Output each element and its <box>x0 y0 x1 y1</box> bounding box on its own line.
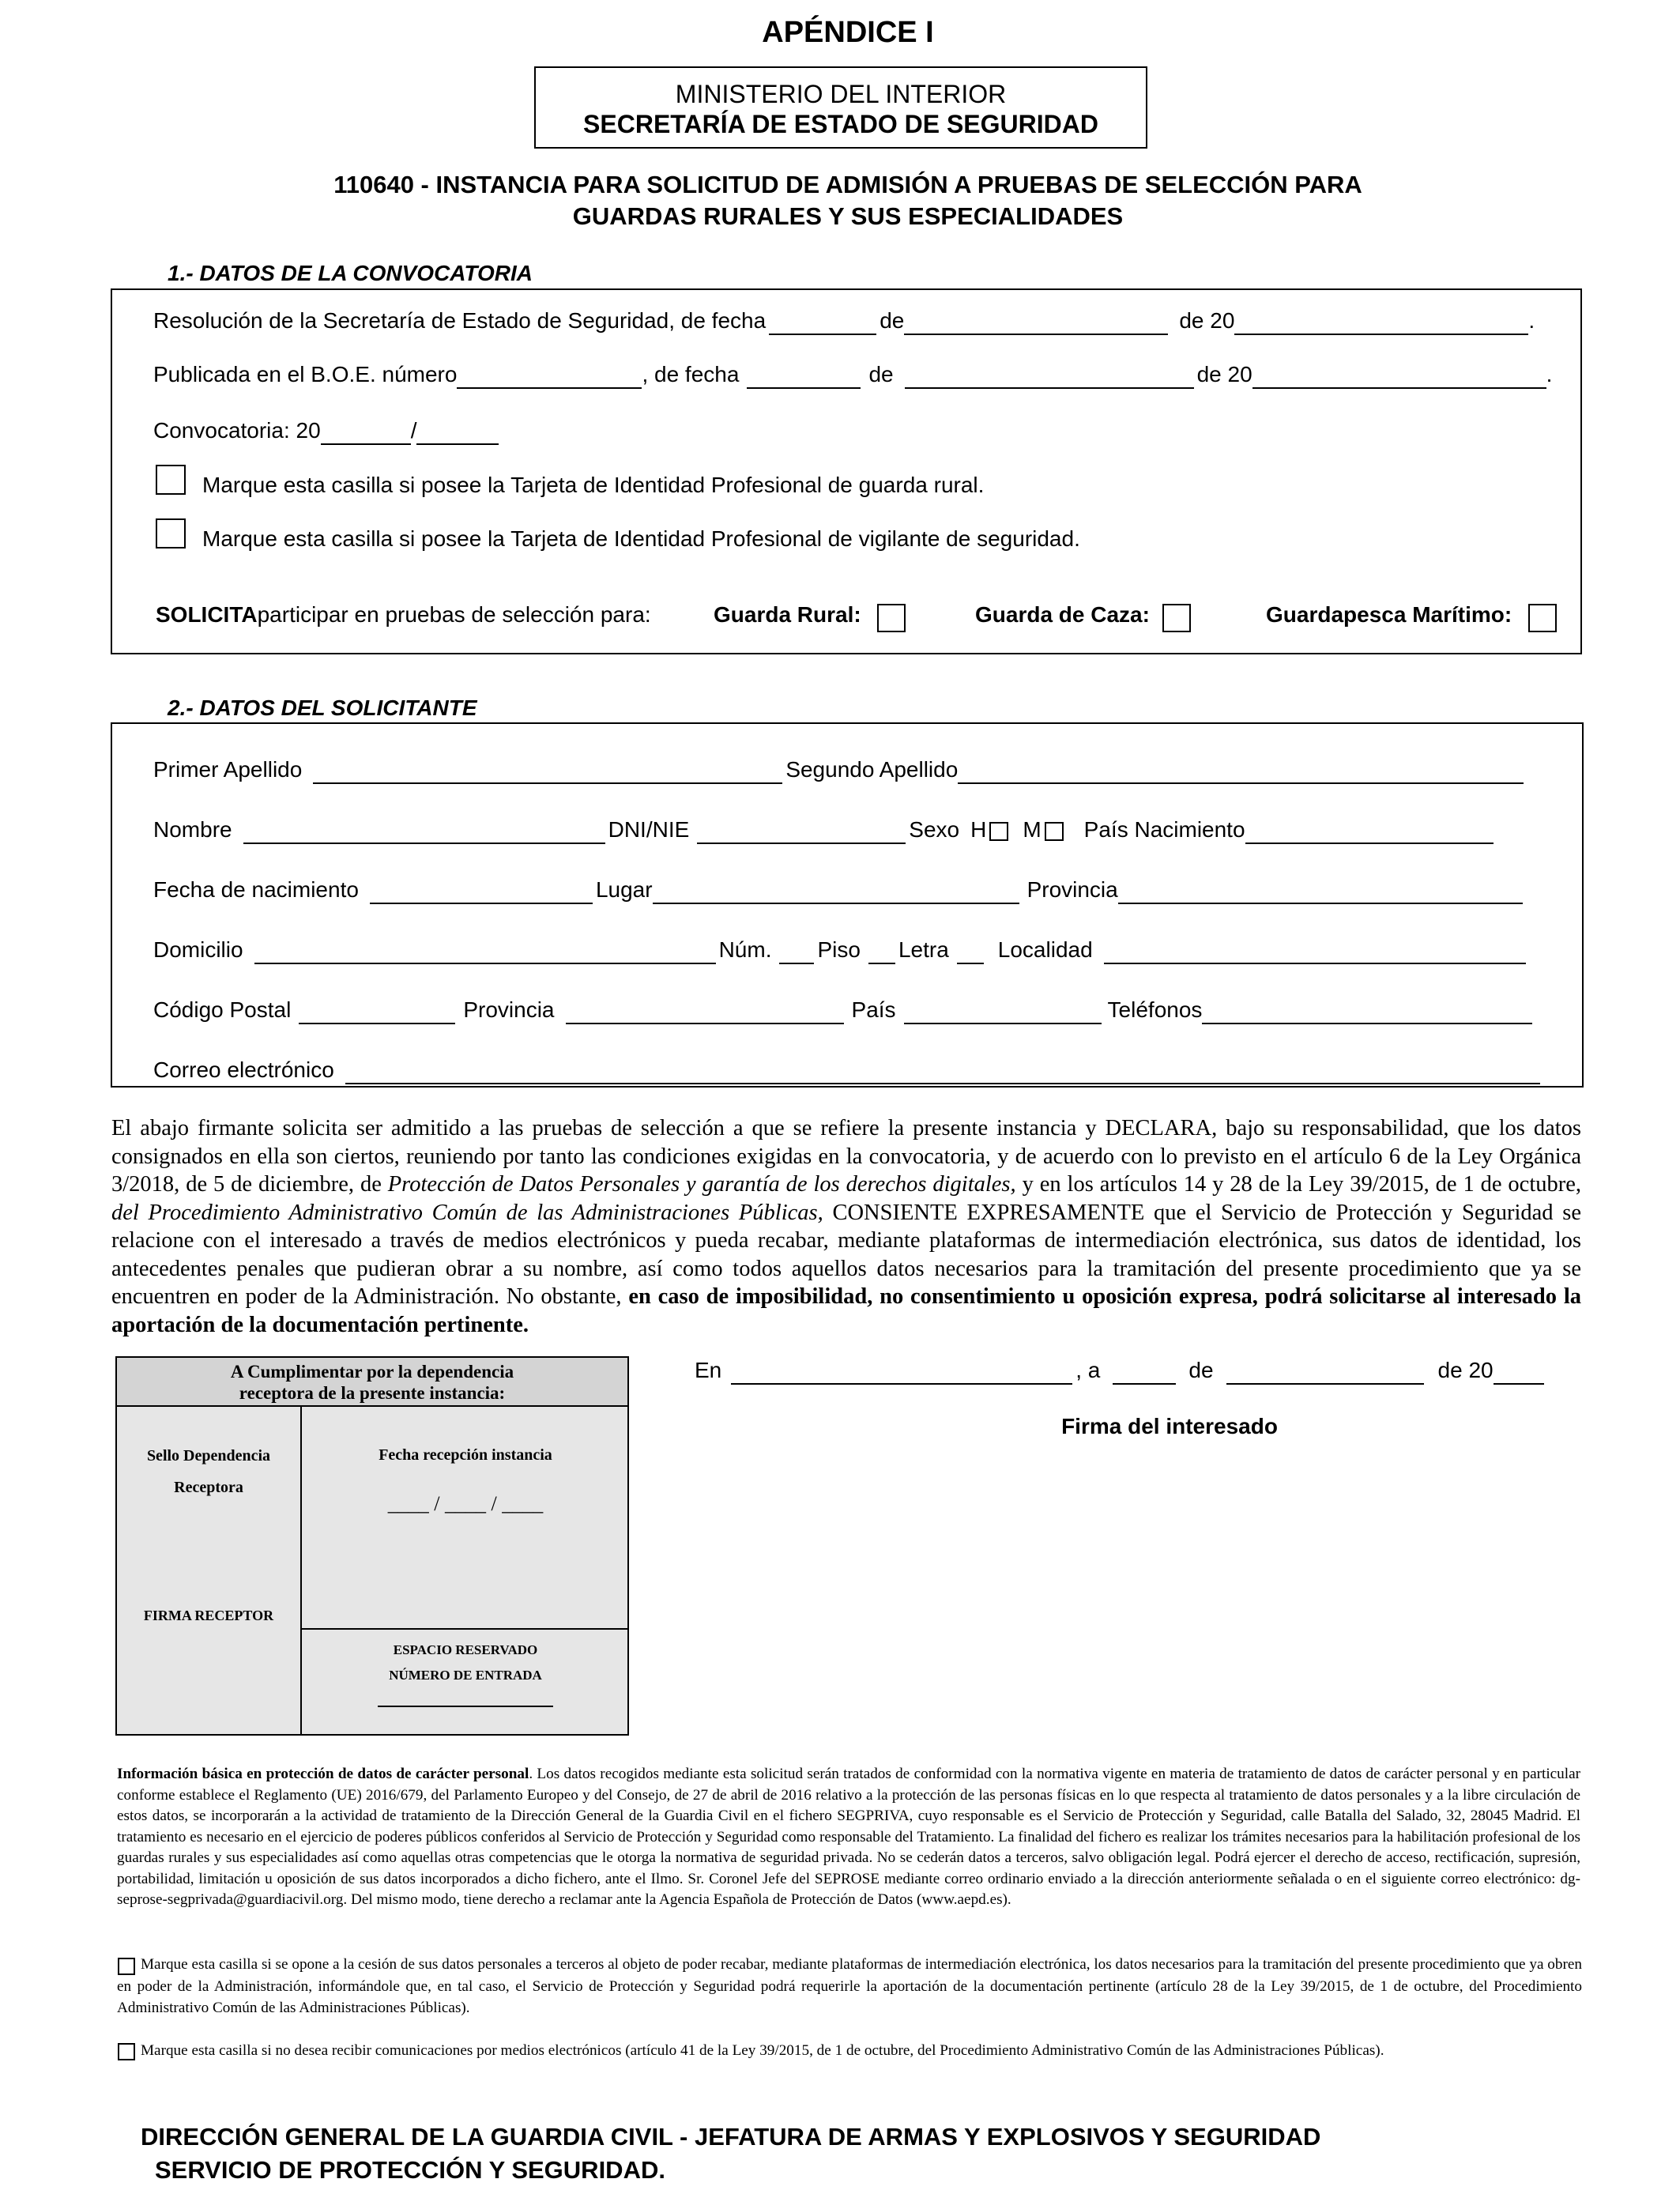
resolution-day-field[interactable] <box>769 313 876 335</box>
solicita-row <box>156 601 651 629</box>
codigo-row <box>153 996 1532 1024</box>
sexo-label: Sexo <box>909 817 960 842</box>
declaration-text-1: El abajo firmante solicita ser admitido a las pruebas de selección a que se refiere la presente instancia y DECLARA, bajo su responsabilidad, que los datos consignados en ella son ciertos, reuniendo por tanto las condiciones exigidas en la convocatoria, y de acuerdo con lo previsto en el artículo 6 de la Ley Orgánica 3/2018, de 5 de diciembre, de <box>111 1116 1581 1197</box>
privacy-title: Información básica en protección de datos de carácter personal <box>117 1766 529 1782</box>
segundo-apellido-field[interactable] <box>958 762 1524 784</box>
privacy-paragraph <box>117 1764 1580 1911</box>
provincia2-label: Provincia <box>463 997 555 1022</box>
secretariat-name: SECRETARÍA DE ESTADO DE SEGURIDAD <box>583 110 1098 138</box>
option-rural-checkbox[interactable] <box>877 604 906 632</box>
sexo-h-label: H <box>970 817 987 842</box>
sexo-h-checkbox[interactable] <box>989 822 1008 841</box>
option-caza-checkbox[interactable] <box>1162 604 1191 632</box>
pais-field[interactable] <box>904 1002 1102 1024</box>
domicilio-row <box>153 936 1529 964</box>
privacy-text: . Los datos recogidos mediante esta solicitud serán tratados de conformidad con la normativa vigente en materia de tratamiento de datos de carácter personal y en particular conforme establece el Reglamento (UE) 2016/679, del Parlamento Europeo y del Consejo, de 27 de abril de 2016 relativo a la protección de las personas físicas en lo que respecta al tratamiento de datos personales y a la libre circulación de estos datos, se incorporarán a la actividad de tratamiento de la Dirección General de la Guardia Civil en el fichero SEGPRIVA, cuyo responsable es el Servicio de Protección y Seguridad, calle Batalla del Salado, 32, 28045 Madrid. El tratamiento es necesario en el ejercicio de poderes públicos conferidos al Servicio de Protección y Seguridad como responsable del Tratamiento. La finalidad del fichero es realizar los trámites necesarios para la habilitación profesional de los guardas rurales y sus especialidades así como aquellas otras competencias que le otorga la normativa de seguridad privada. No se cederán datos a terceros, salvo obligación legal. Podrá ejercer el derecho de acceso, rectificación, supresión, portabilidad, limitación u oposición de sus datos incorporados a dicho fichero, ante el Ilmo. Sr. Coronel Jefe del SEPROSE mediante correo ordinario enviado a la dirección anteriormente señalada o en el siguiente correo electrónico: dg-seprose-segprivada@guardiacivil.org. Del mismo modo, tiene derecho a reclamar ante la Agencia Española de Protección de Datos (www.aepd.es). <box>117 1766 1580 1908</box>
pais-nacimiento-label: País Nacimiento <box>1083 817 1245 842</box>
segundo-apellido-label: Segundo Apellido <box>785 757 959 782</box>
provincia2-field[interactable] <box>566 1002 844 1024</box>
opt-out-electronic-label: Marque esta casilla si no desea recibir comunicaciones por medios electrónicos (artículo 41 de la Ley 39/2015, de 1 de octubre, del Procedimiento Administrativo Común de las Administraciones Públicas). <box>141 2042 1384 2059</box>
primer-apellido-label: Primer Apellido <box>153 757 303 782</box>
firma-receptor: FIRMA RECEPTOR <box>143 1608 274 1623</box>
receipt-box <box>115 1356 629 1736</box>
receipt-divider-h <box>300 1628 629 1630</box>
year-field[interactable] <box>1494 1363 1544 1385</box>
declaration-italic-2: del Procedimiento Administrativo Común de las Administraciones Públicas, <box>111 1200 823 1225</box>
opt-out-electronic-checkbox[interactable] <box>118 2043 135 2060</box>
dni-label: DNI/NIE <box>608 817 690 842</box>
piso-label: Piso <box>817 937 861 962</box>
signature-place-date <box>695 1356 1544 1385</box>
period: . <box>1546 362 1553 386</box>
day-field[interactable] <box>1113 1363 1176 1385</box>
dni-field[interactable] <box>697 822 906 844</box>
reservado-label: ESPACIO RESERVADO <box>393 1642 538 1657</box>
section1-title: 1.- DATOS DE LA CONVOCATORIA <box>168 261 533 285</box>
convocatoria-label: Convocatoria: 20 <box>153 418 321 443</box>
declaration-bold: en caso de imposibilidad, no consentimiento u oposición expresa, podrá solicitarse al interesado la aportación de la documentación pertinente. <box>111 1284 1581 1337</box>
firma-interesado: Firma del interesado <box>1061 1414 1278 1438</box>
codigo-postal-field[interactable] <box>299 1002 455 1024</box>
solicita-text: participar en pruebas de selección para: <box>257 602 651 627</box>
nacimiento-row <box>153 876 1523 904</box>
primer-apellido-field[interactable] <box>313 762 782 784</box>
footer-line2: SERVICIO DE PROTECCIÓN Y SEGURIDAD. <box>155 2156 665 2184</box>
option-rural-label: Guarda Rural: <box>714 602 861 627</box>
de-label: de <box>880 308 905 333</box>
de20-label: de 20 <box>1437 1358 1494 1382</box>
declaration-paragraph <box>111 1114 1581 1339</box>
slash: / <box>410 418 417 443</box>
num-label: Núm. <box>718 937 772 962</box>
option-caza-label: Guarda de Caza: <box>975 602 1150 627</box>
domicilio-field[interactable] <box>254 942 716 964</box>
de20-label: de 20 <box>1179 308 1235 333</box>
nombre-row <box>153 816 1494 844</box>
en-label: En <box>695 1358 722 1382</box>
form-title-line2: GUARDAS RURALES Y SUS ESPECIALIDADES <box>572 202 1124 230</box>
fecha-recepcion-label: Fecha recepción instancia <box>379 1446 552 1464</box>
convocatoria-year-field[interactable] <box>321 423 411 445</box>
telefonos-label: Teléfonos <box>1107 997 1203 1022</box>
lugar-field[interactable] <box>653 882 1019 904</box>
receipt-header-line1: A Cumplimentar por la dependencia <box>230 1362 514 1382</box>
localidad-field[interactable] <box>1104 942 1526 964</box>
fecha-nacimiento-label: Fecha de nacimiento <box>153 877 359 902</box>
fecha-recepcion-field[interactable]: ____ / ____ / ____ <box>387 1492 544 1515</box>
correo-field[interactable] <box>345 1062 1540 1084</box>
de-label: de <box>1188 1358 1214 1382</box>
section2-title: 2.- DATOS DEL SOLICITANTE <box>168 696 477 720</box>
pais-nacimiento-field[interactable] <box>1245 822 1494 844</box>
ministry-box <box>534 66 1147 149</box>
boe-month-field[interactable] <box>905 367 1194 389</box>
letra-label: Letra <box>898 937 949 962</box>
sello-line2: Receptora <box>174 1479 243 1496</box>
declaration-text-2: y en los artículos 14 y 28 de la Ley 39/2015, de 1 de octubre, <box>1015 1172 1582 1197</box>
provincia-field[interactable] <box>1118 882 1523 904</box>
piso-field[interactable] <box>868 942 895 964</box>
numero-entrada-field[interactable] <box>378 1706 553 1707</box>
option-maritimo-label: Guardapesca Marítimo: <box>1266 602 1512 627</box>
form-title-line1: 110640 - INSTANCIA PARA SOLICITUD DE ADMISIÓN A PRUEBAS DE SELECCIÓN PARA <box>333 171 1362 198</box>
solicita-label: SOLICITA <box>156 602 258 627</box>
codigo-postal-label: Código Postal <box>153 997 292 1022</box>
option-caza <box>975 601 1150 629</box>
num-field[interactable] <box>779 942 814 964</box>
receipt-header-line2: receptora de la presente instancia: <box>239 1383 506 1403</box>
declaration-italic-1: Protección de Datos Personales y garantía de los derechos digitales, <box>387 1172 1016 1197</box>
opt-out-cession-label: Marque esta casilla si se opone a la cesión de sus datos personales a terceros al objeto de poder recabar, mediante plataformas de intermediación electrónica, los datos necesarios para la tramitación del presente procedimiento que ya obren en poder de la Administración, informándole que, en tal caso, el Servicio de Protección y Seguridad podrá requerirle la aportación de la documentación pertinente (artículo 28 de la Ley 39/2015, de 1 de octubre, del Procedimiento Administrativo Común de las Administraciones Públicas). <box>117 1956 1582 2016</box>
ministry-name: MINISTERIO DEL INTERIOR <box>675 80 1007 108</box>
espacio-reservado <box>302 1638 629 1688</box>
security-card-checkbox[interactable] <box>156 518 186 548</box>
rural-card-checkbox[interactable] <box>156 465 186 495</box>
declaration-text-3: CONSIENTE EXPRESAMENTE que el Servicio de Protección y Seguridad se relacione con el interesado a través de medios electrónicos y pueda recabar, mediante plataformas de intermediación electrónica, sus datos de identidad, los antecedentes penales que pudieran obrar a su nombre, así como todos aquellos datos necesarios para la tramitación del presente procedimiento que ya se encuentren en poder de la Administración. No obstante, <box>111 1200 1581 1309</box>
month-field[interactable] <box>1226 1363 1424 1385</box>
nombre-label: Nombre <box>153 817 232 842</box>
published-row <box>153 360 1552 389</box>
resolution-label: Resolución de la Secretaría de Estado de Seguridad, de fecha <box>153 308 767 333</box>
boe-number-field[interactable] <box>457 367 642 389</box>
boe-day-field[interactable] <box>747 367 861 389</box>
correo-row <box>153 1056 1543 1084</box>
apellidos-row <box>153 756 1524 784</box>
footer-line1: DIRECCIÓN GENERAL DE LA GUARDIA CIVIL - JEFATURA DE ARMAS Y EXPLOSIVOS Y SEGURIDAD <box>141 2123 1321 2151</box>
fecha-nacimiento-field[interactable] <box>370 882 593 904</box>
resolution-month-field[interactable] <box>904 313 1168 335</box>
rural-card-label: Marque esta casilla si posee la Tarjeta de Identidad Profesional de guarda rural. <box>202 473 985 497</box>
de-fecha-label: , de fecha <box>642 362 740 386</box>
place-field[interactable] <box>731 1363 1072 1385</box>
correo-label: Correo electrónico <box>153 1057 334 1082</box>
convocatoria-number-field[interactable] <box>416 423 499 445</box>
sexo-m-checkbox[interactable] <box>1045 822 1064 841</box>
resolution-year-field[interactable] <box>1234 313 1528 335</box>
numero-entrada-label: NÚMERO DE ENTRADA <box>389 1668 542 1683</box>
boe-year-field[interactable] <box>1252 367 1546 389</box>
lugar-label: Lugar <box>595 877 653 902</box>
sello-dependencia <box>117 1440 300 1503</box>
option-maritimo-checkbox[interactable] <box>1528 604 1557 632</box>
security-card-label: Marque esta casilla si posee la Tarjeta de Identidad Profesional de vigilante de seguridad. <box>202 526 1080 551</box>
period: . <box>1528 308 1535 333</box>
sexo-m-label: M <box>1023 817 1042 842</box>
a-label: , a <box>1075 1358 1101 1382</box>
localidad-label: Localidad <box>997 937 1093 962</box>
nombre-field[interactable] <box>243 822 605 844</box>
de20-label: de 20 <box>1196 362 1252 386</box>
appendix-title: APÉNDICE I <box>762 16 934 49</box>
option-maritimo <box>1266 601 1512 629</box>
pais-label: País <box>851 997 896 1022</box>
option-rural <box>714 601 861 629</box>
domicilio-label: Domicilio <box>153 937 243 962</box>
letra-field[interactable] <box>957 942 984 964</box>
receipt-header <box>117 1358 627 1407</box>
provincia-label: Provincia <box>1026 877 1118 902</box>
resolution-row <box>153 307 1535 335</box>
convocatoria-row <box>153 417 499 445</box>
de-label: de <box>868 362 894 386</box>
sello-line1: Sello Dependencia <box>146 1447 271 1465</box>
telefonos-field[interactable] <box>1202 1002 1532 1024</box>
published-label: Publicada en el B.O.E. número <box>153 362 458 386</box>
